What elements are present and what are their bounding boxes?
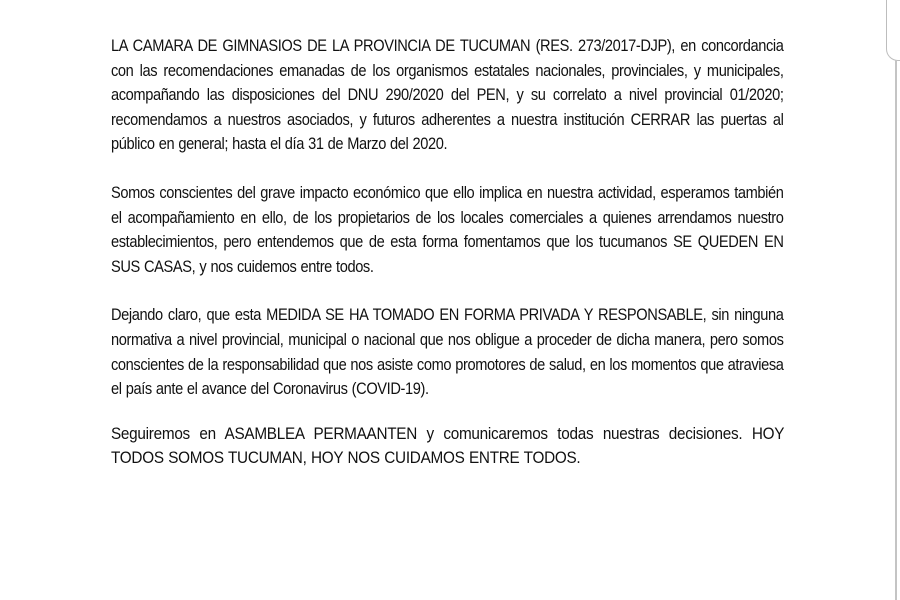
paragraph-closure-announcement: LA CAMARA DE GIMNASIOS DE LA PROVINCIA DE TUCUMAN (RES. 273/2017-DJP), en concordancia con las recomendaciones emanadas de los organismos estatales nacionales, provinciales, y municipales, acompañando las disposiciones del DNU 290/2020 del PEN, y su correlato a nivel provincial 01/2020; recomendamos a nuestros asociados, y futuros adherentes a nuestra institución CERRAR las puertas al público en general; hasta el día 31 de Marzo del 2020. [111,36,784,154]
paragraph-responsible-measure: Dejando claro, que esta MEDIDA SE HA TOMADO EN FORMA PRIVADA Y RESPONSABLE, sin ninguna normativa a nivel provincial, municipal o nacional que nos obligue a proceder de dicha manera, pero somos conscientes de la responsabilidad que nos asiste como promotores de salud, en los momentos que atraviesa el país ante el avance del Coronavirus (COVID-19). [111,305,784,399]
paragraph-assembly-closing: Seguiremos en ASAMBLEA PERMAANTEN y comunicaremos todas nuestras decisiones. HOY TODOS SOMOS TUCUMAN, HOY NOS CUIDAMOS ENTRE TODOS. [111,423,785,468]
page-corner-edge [886,0,900,61]
paragraph-economic-impact: Somos conscientes del grave impacto económico que ello implica en nuestra actividad, esperamos también el acompañamiento en ello, de los propietarios de los locales comerciales a quienes arrendamos nuestro establecimientos, pero entendemos que de esta forma fomentamos que los tucumanos SE QUEDEN EN SUS CASAS, y nos cuidemos entre todos. [111,182,784,276]
page-right-edge [895,60,897,600]
document-body [111,34,784,471]
